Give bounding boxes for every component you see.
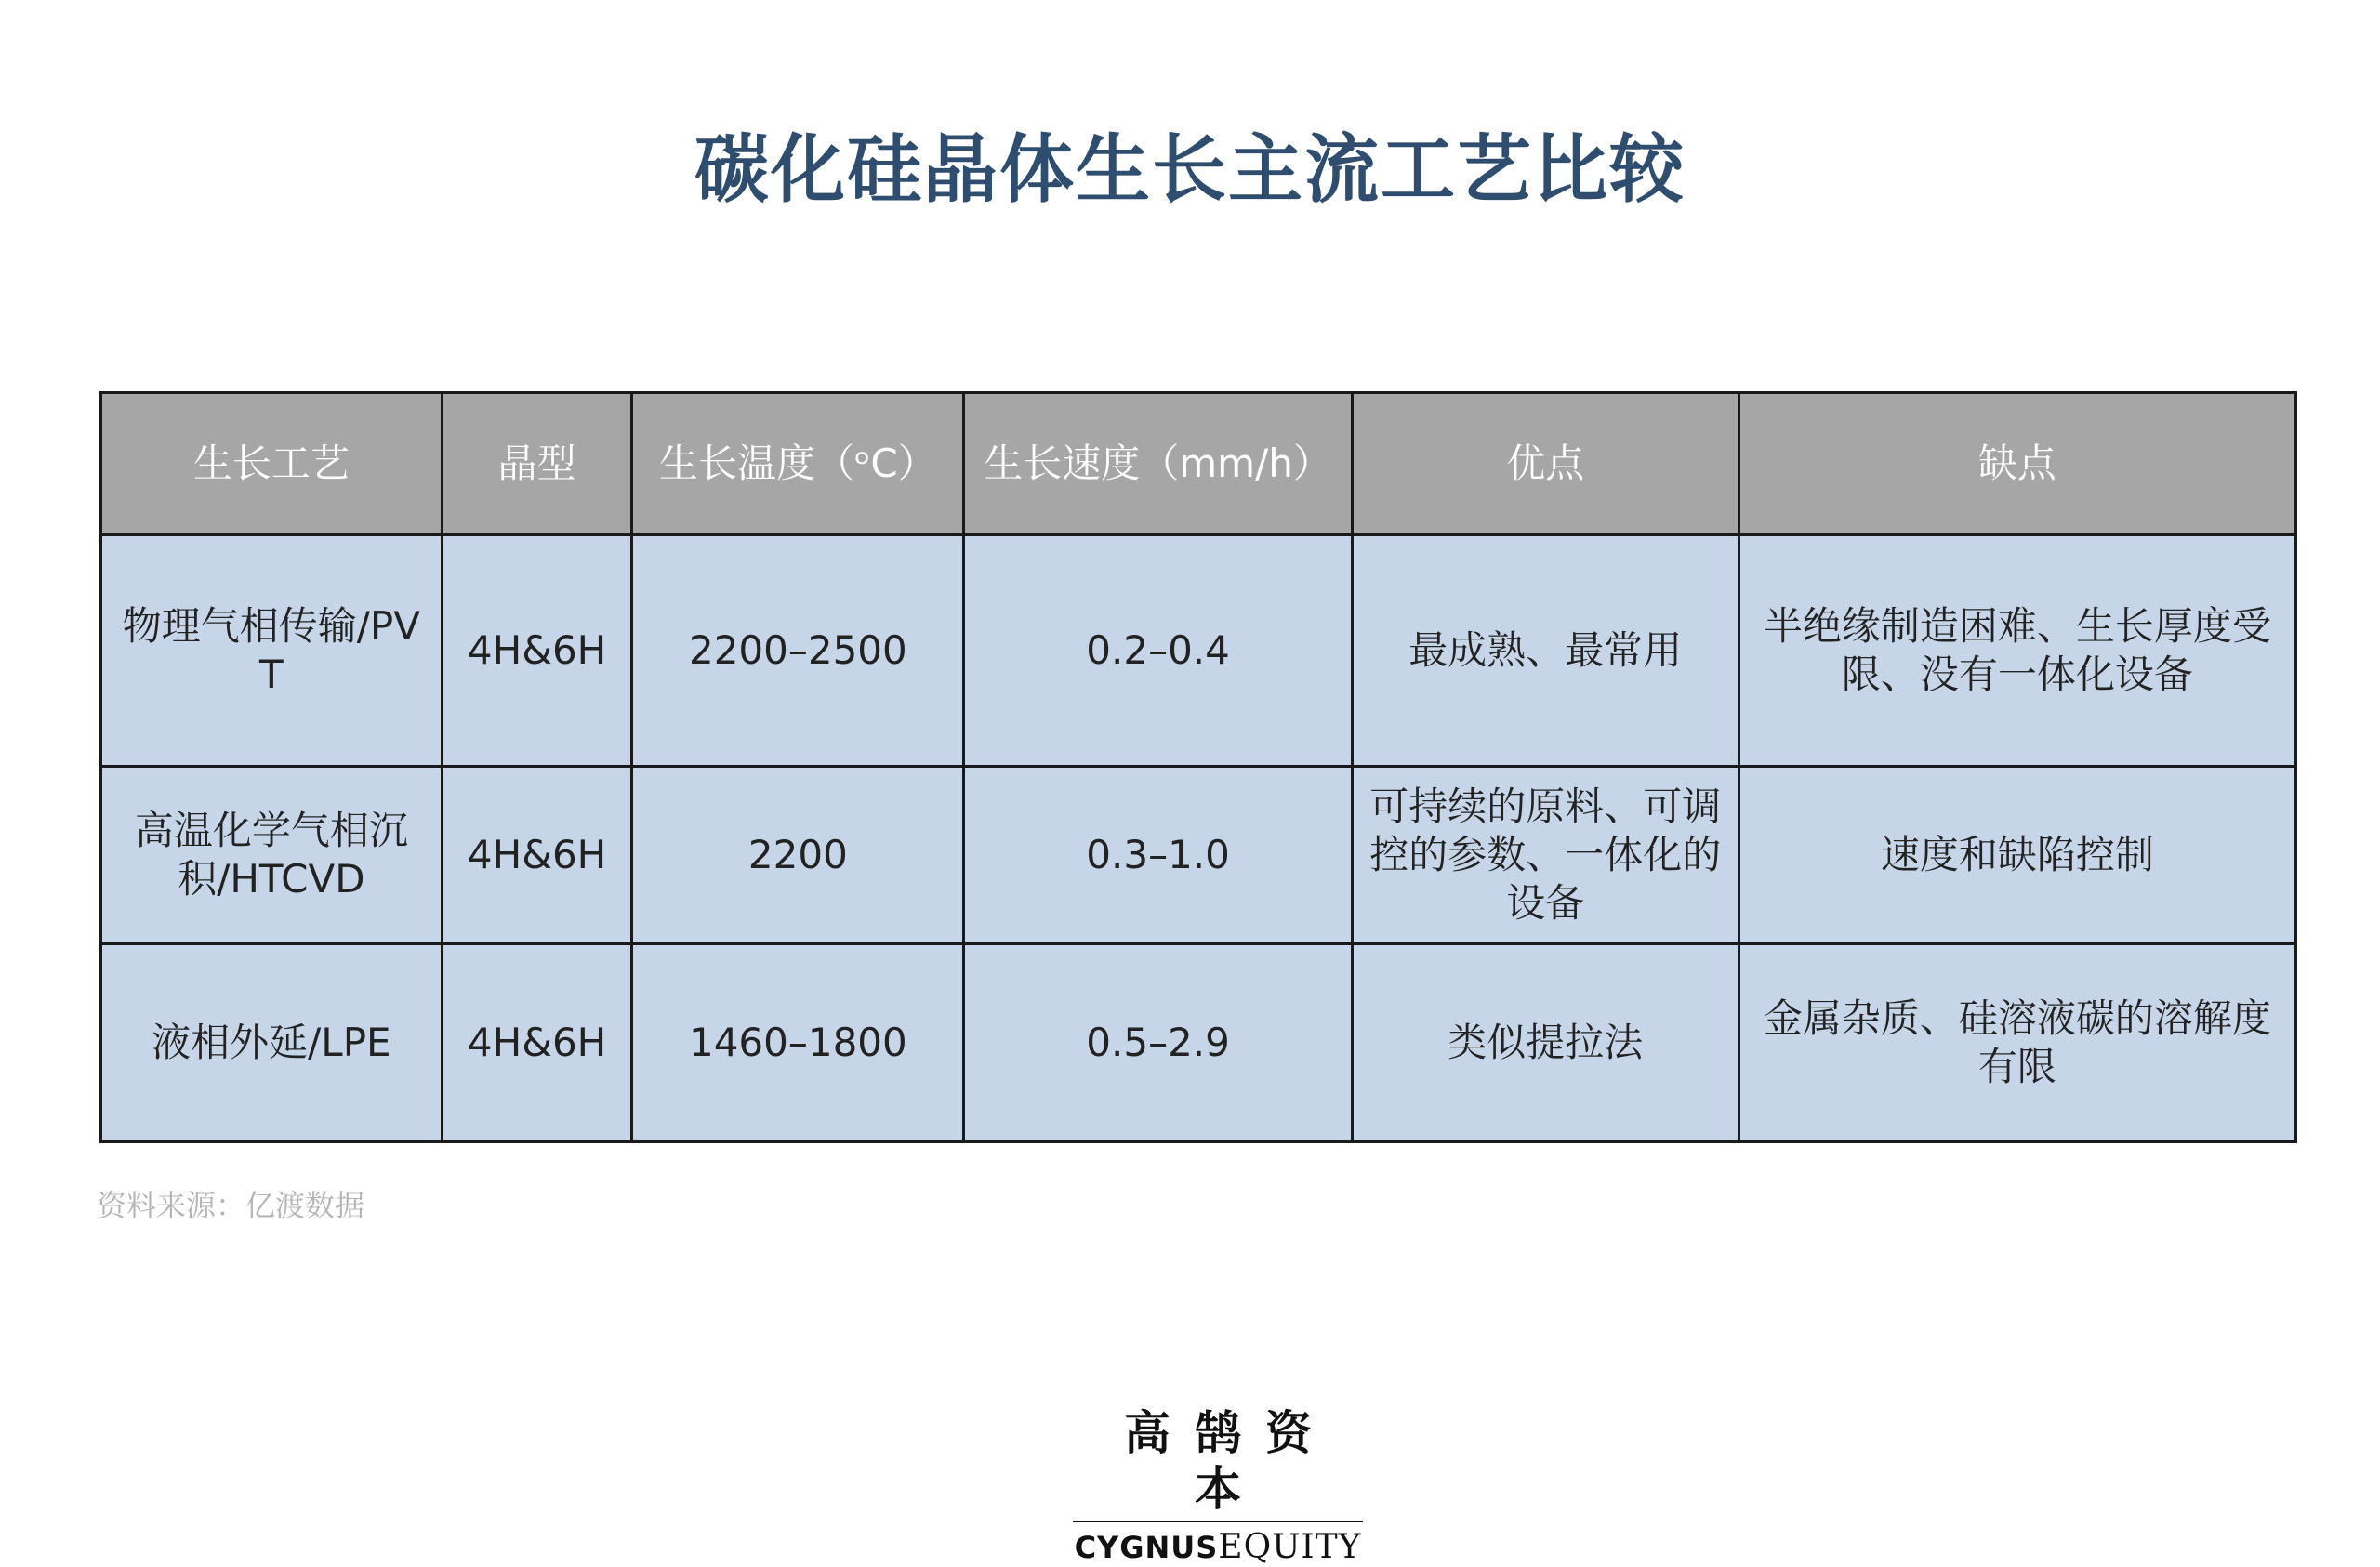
cell-advantages: 类似提拉法 bbox=[1352, 944, 1739, 1142]
cell-growth-rate: 0.3–1.0 bbox=[964, 767, 1353, 944]
table-row bbox=[101, 767, 2296, 944]
header-process: 生长工艺 bbox=[101, 393, 443, 535]
cell-growth-temperature: 2200 bbox=[632, 767, 964, 944]
cell-growth-temperature: 2200–2500 bbox=[632, 535, 964, 767]
cell-process: 高温化学气相沉积/HTCVD bbox=[101, 767, 443, 944]
logo-english-rest: EQUITY bbox=[1218, 1528, 1362, 1566]
cell-crystal-type: 4H&6H bbox=[442, 944, 632, 1142]
cell-process: 液相外延/LPE bbox=[101, 944, 443, 1142]
logo-english-name bbox=[1069, 1528, 1367, 1567]
logo-chinese-name: 高鹄资本 bbox=[1124, 1405, 1336, 1516]
cell-growth-rate: 0.5–2.9 bbox=[964, 944, 1353, 1142]
table-row bbox=[101, 944, 2296, 1142]
cell-disadvantages: 半绝缘制造困难、生长厚度受限、没有一体化设备 bbox=[1739, 535, 2295, 767]
comparison-table bbox=[99, 391, 2297, 1143]
cell-disadvantages: 速度和缺陷控制 bbox=[1739, 767, 2295, 944]
logo-english-bold: CYGNUS bbox=[1074, 1530, 1219, 1565]
header-growth-temperature: 生长温度（ᵒC） bbox=[632, 393, 964, 535]
company-logo bbox=[1069, 1405, 1367, 1567]
cell-growth-rate: 0.2–0.4 bbox=[964, 535, 1353, 767]
cell-growth-temperature: 1460–1800 bbox=[632, 944, 964, 1142]
page-title: 碳化硅晶体生长主流工艺比较 bbox=[694, 126, 1686, 213]
cell-disadvantages: 金属杂质、硅溶液碳的溶解度有限 bbox=[1739, 944, 2295, 1142]
cell-advantages: 可持续的原料、可调控的参数、一体化的设备 bbox=[1352, 767, 1739, 944]
source-note: 资料来源：亿渡数据 bbox=[97, 1188, 365, 1223]
cell-process: 物理气相传输/PVT bbox=[101, 535, 443, 767]
cell-crystal-type: 4H&6H bbox=[442, 535, 632, 767]
header-disadvantages: 缺点 bbox=[1739, 393, 2295, 535]
header-growth-rate: 生长速度（mm/h） bbox=[964, 393, 1353, 535]
cell-advantages: 最成熟、最常用 bbox=[1352, 535, 1739, 767]
header-advantages: 优点 bbox=[1352, 393, 1739, 535]
cell-crystal-type: 4H&6H bbox=[442, 767, 632, 944]
logo-divider bbox=[1073, 1521, 1363, 1522]
table-row bbox=[101, 535, 2296, 767]
table-header-row bbox=[101, 393, 2296, 535]
header-crystal-type: 晶型 bbox=[442, 393, 632, 535]
